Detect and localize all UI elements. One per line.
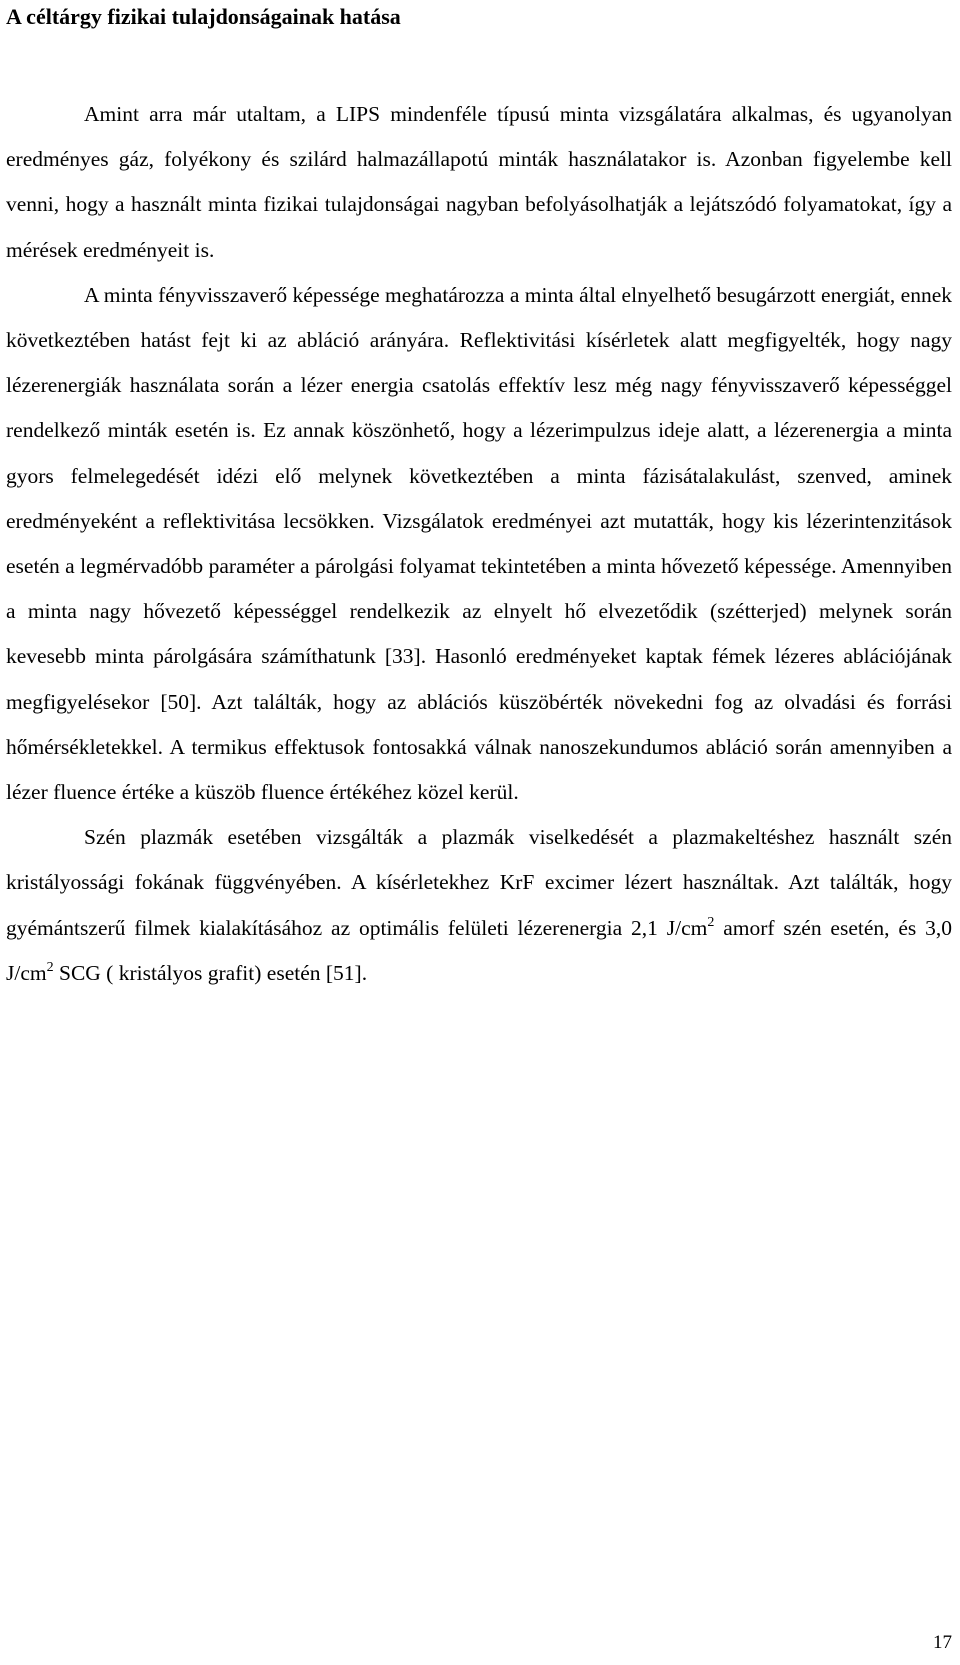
paragraph-intro: Amint arra már utaltam, a LIPS mindenféle típusú minta vizsgálatára alkalmas, és ugyanolyan eredményes gáz, folyékony és szilárd halmazállapotú minták használatakor is. Azonban figyelembe kell venni, hogy a használt minta fizikai tulajdonságai nagyban befolyásolhatják a lejátszódó folyamatokat, így a mérések eredményeit is. (6, 102, 952, 262)
page-number: 17 (933, 1632, 952, 1653)
carbon-text-part1: Szén plazmák esetében vizsgálták a plazmák viselkedését a plazmakeltéshez használt szén kristályossági fokának függvényében. A kísérletekhez KrF excimer lézert használtak. Azt találták, hogy gyémántszerű filmek kialakításához az optimális felületi lézerenergia 2,1 J/cm (6, 825, 952, 940)
body-text (6, 92, 952, 996)
superscript-exponent: 2 (707, 914, 715, 930)
carbon-text-part2: amorf szén esetén, és 3,0 J/cm (6, 915, 952, 985)
carbon-text-part3: SCG ( kristályos grafit) esetén [51]. (53, 960, 368, 985)
superscript-exponent: 2 (46, 959, 54, 975)
paragraph-carbon-plasma (6, 815, 952, 996)
document-page (6, 0, 952, 1665)
paragraph-reflectivity: A minta fényvisszaverő képessége meghatározza a minta által elnyelhető besugárzott energiát, ennek következtében hatást fejt ki az abláció arányára. Reflektivitási kísérletek alatt megfigyelték, hogy nagy lézerenergiák használata során a lézer energia csatolás effektív lesz még nagy fényvisszaverő képességgel rendelkező minták esetén is. Ez annak köszönhető, hogy a lézerimpulzus ideje alatt, a lézerenergia a minta gyors felmelegedését idézi elő melynek következtében a minta fázisátalakulást, szenved, aminek eredményeként a reflektivitása lecsökken. Vizsgálatok eredményei azt mutatták, hogy kis lézerintenzitások esetén a legmérvadóbb paraméter a párolgási folyamat tekintetében a minta hővezető képessége. Amennyiben a minta nagy hővezető képességgel rendelkezik az elnyelt hő elvezetődik (szétterjed) melynek során kevesebb minta párolgására számíthatunk [33]. Hasonló eredményeket kaptak fémek lézeres ablációjának megfigyelésekor [50]. Azt találták, hogy az ablációs küszöbérték növekedni fog az olvadási és forrási hőmérsékletekkel. A termikus effektusok fontosakká válnak nanoszekundumos abláció során amennyiben a lézer fluence értéke a küszöb fluence értékéhez közel kerül. (6, 282, 952, 805)
section-heading: A céltárgy fizikai tulajdonságainak hatása (6, 4, 401, 29)
